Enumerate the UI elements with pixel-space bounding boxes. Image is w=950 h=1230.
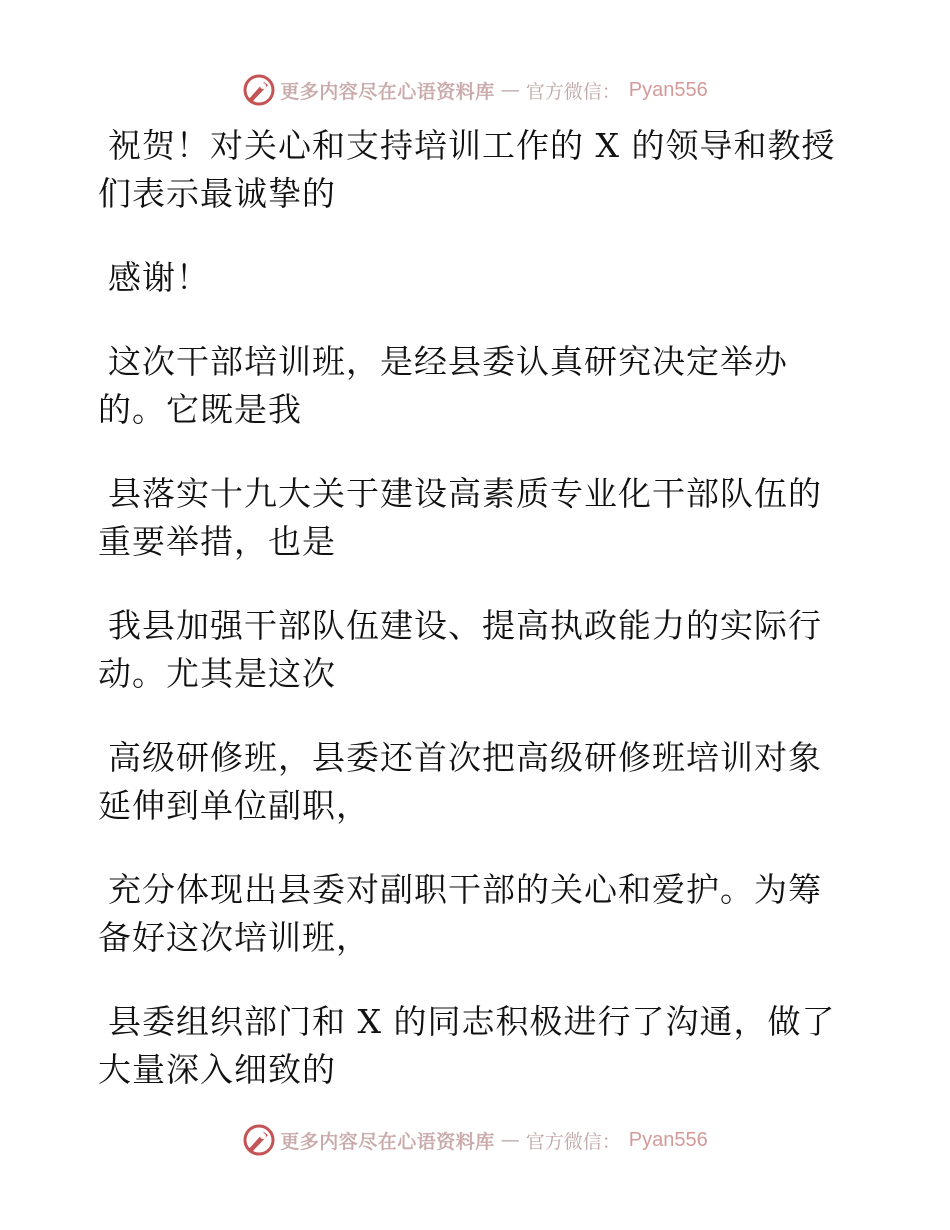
paragraph xyxy=(98,122,858,218)
paragraph xyxy=(98,734,858,830)
watermark-separator: — xyxy=(500,1129,520,1151)
paragraph xyxy=(98,998,858,1094)
paragraph-line: 的。它既是我 xyxy=(98,390,302,429)
watermark-wechat-id: Pyan556 xyxy=(628,1128,708,1151)
paragraph-line: 们表示最诚挚的 xyxy=(98,174,336,213)
paragraph xyxy=(98,470,858,566)
paragraph xyxy=(98,254,858,302)
paragraph xyxy=(98,866,858,962)
paragraph-line: 重要举措，也是 xyxy=(98,522,336,561)
header-watermark xyxy=(0,70,950,110)
paragraph-line: 动。尤其是这次 xyxy=(98,654,336,693)
watermark-text: 更多内容尽在心语资料库 xyxy=(280,80,495,103)
watermark-wechat-label: 官方微信： xyxy=(525,80,621,103)
watermark-separator: — xyxy=(500,79,520,101)
quill-pen-logo-icon xyxy=(242,73,276,107)
paragraph-line: 县委组织部门和 X 的同志积极进行了沟通，做了 xyxy=(108,1002,836,1041)
paragraph-line: 高级研修班，县委还首次把高级研修班培训对象 xyxy=(108,738,822,777)
paragraph xyxy=(98,602,858,698)
paragraph-line: 祝贺！对关心和支持培训工作的 X 的领导和教授 xyxy=(108,126,836,165)
footer-watermark xyxy=(0,1120,950,1160)
paragraph-line: 感谢！ xyxy=(108,258,210,297)
document-body xyxy=(98,122,858,1130)
paragraph xyxy=(98,338,858,434)
paragraph-line: 大量深入细致的 xyxy=(98,1050,336,1089)
paragraph-line: 备好这次培训班， xyxy=(98,918,370,957)
paragraph-line: 这次干部培训班，是经县委认真研究决定举办 xyxy=(108,342,788,381)
watermark-wechat-id: Pyan556 xyxy=(628,78,708,101)
watermark-text: 更多内容尽在心语资料库 xyxy=(280,1130,495,1153)
paragraph-line: 我县加强干部队伍建设、提高执政能力的实际行 xyxy=(108,606,822,645)
quill-pen-logo-icon xyxy=(242,1123,276,1157)
watermark-wechat-label: 官方微信： xyxy=(525,1130,621,1153)
paragraph-line: 充分体现出县委对副职干部的关心和爱护。为筹 xyxy=(108,870,822,909)
paragraph-line: 延伸到单位副职， xyxy=(98,786,370,825)
paragraph-line: 县落实十九大关于建设高素质专业化干部队伍的 xyxy=(108,474,822,513)
